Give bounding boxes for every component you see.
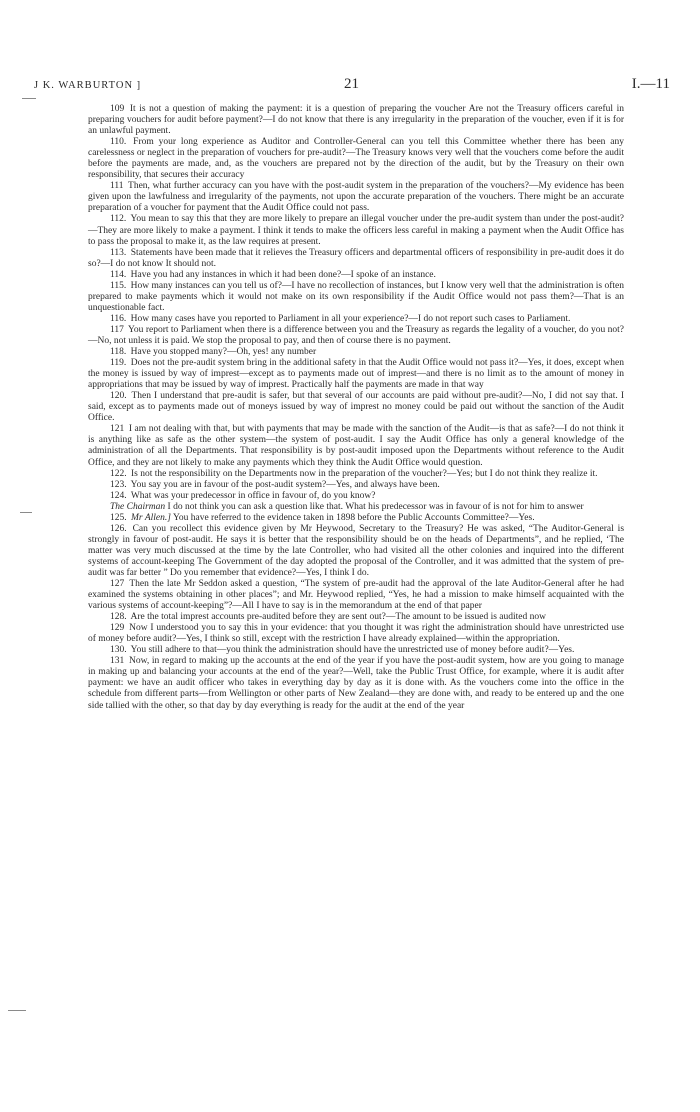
evidence-paragraph — [88, 347, 624, 358]
paragraph-text: Is not the responsibility on the Departments now in the preparation of the voucher?—Yes; but I do not think they realize it. — [131, 468, 598, 479]
paragraph-text: Now, in regard to making up the accounts at the end of the year if you have the post-audit system, how are you going to manage in making up and balancing your accounts at the end of the year?—Well, take the Public Trust Office, for example, where it is audit after payment: we have an audit officer who takes in everything day by day as it is done with. As the vouchers come into the office in the schedule from different parts—from Wellington or other parts of New Zealand—they are done with, and ready to be entered up and the one side tallied with the other, so that day by day everything is ready for the audit at the end of the year — [88, 656, 625, 711]
question-number: 119. — [110, 358, 127, 369]
question-number: 116. — [110, 313, 127, 324]
running-header — [34, 78, 670, 98]
evidence-paragraph — [88, 424, 624, 468]
evidence-paragraph — [88, 480, 624, 491]
question-number: 128. — [110, 612, 127, 623]
paragraph-text: I do not think you can ask a question like that. What his predecessor was in favour of is not for him to answer — [167, 501, 584, 512]
evidence-paragraph — [88, 214, 624, 247]
margin-mark — [20, 512, 32, 513]
evidence-paragraph — [88, 502, 624, 513]
question-number: 120. — [110, 391, 127, 402]
question-number: 123. — [110, 479, 127, 490]
question-number: 122. — [110, 468, 127, 479]
evidence-paragraph — [88, 358, 624, 391]
question-number: 111 — [110, 181, 124, 192]
evidence-paragraph — [88, 281, 624, 314]
paragraph-text: Are the total imprest accounts pre-audited before they are sent out?—The amount to be issued is audited now — [130, 612, 546, 623]
question-number: 126. — [110, 523, 127, 534]
question-number: 125. — [110, 512, 127, 523]
question-number: 109 — [110, 104, 125, 114]
evidence-paragraph — [88, 391, 624, 424]
margin-mark — [22, 98, 36, 99]
question-number: 124. — [110, 490, 127, 501]
question-number: 110. — [110, 137, 127, 148]
question-number: 115. — [110, 280, 127, 291]
question-number: 114. — [110, 269, 127, 280]
witness-name: J K. WARBURTON ] — [34, 80, 142, 91]
evidence-paragraph — [88, 645, 624, 656]
paragraph-text: Can you recollect this evidence given by Mr Heywood, Secretary to the Treasury? He was asked, “The Auditor-General is strongly in favour of post-audit. He says it is better that the responsibility should be on the heads of Departments”, and he replied, ‘The matter was very much discussed at the time by the late Controller, who had visited all the other colonies and inquired into the different systems of account-keeping The Government of the day adopted the proposal of the Controller, and it was admitted that the system of pre-audit was far better ” Do you remember that evidence?—Yes, I think I do. — [88, 523, 625, 578]
paragraph-text: Now I understood you to say this in your evidence: that you thought it was right the administration should have unrestricted use of money before audit?—Yes, I think so still, except with the restriction I have already explained—within the appropriation. — [88, 623, 625, 645]
question-number: 127 — [110, 579, 125, 590]
evidence-paragraph — [88, 469, 624, 480]
question-number: 130. — [110, 645, 127, 656]
question-number: 113. — [110, 247, 127, 258]
paper-number: I.—11 — [631, 76, 670, 92]
paragraph-text: How many cases have you reported to Parliament in all your experience?—I do not report such cases to Parliament. — [130, 313, 571, 324]
paragraph-text: It is not a question of making the payment: it is a question of preparing the voucher Are not the Treasury officers careful in preparing vouchers for audit before payment?—I do not know that there is any irregularity in the preparation of the voucher, even if it is for an unlawful payment. — [88, 104, 624, 137]
speaker-name: Mr Allen.] — [131, 512, 171, 523]
paragraph-text: You have referred to the evidence taken in 1898 before the Public Accounts Committee?—Yes. — [172, 512, 535, 523]
evidence-paragraph — [88, 270, 624, 281]
margin-mark — [8, 1010, 26, 1011]
transcript-body — [88, 104, 624, 712]
evidence-paragraph — [88, 104, 624, 137]
question-number: 129 — [110, 623, 125, 634]
paragraph-text: Then the late Mr Seddon asked a question, “The system of pre-audit had the approval of the late Auditor-General after he had examined the systems obtaining in other places”; and Mr. Heywood replied, “Yes, he had a mission to make himself acquainted with the various systems of account-keeping”?—All I have to say is in the memorandum at the end of that paper — [88, 579, 624, 612]
paragraph-text: What was your predecessor in office in favour of, do you know? — [130, 490, 376, 501]
paragraph-text: Statements have been made that it relieves the Treasury officers and departmental officers of responsibility in pre-audit does it do so?—I do not know It should not. — [88, 247, 625, 269]
page-number: 21 — [344, 76, 359, 92]
evidence-paragraph — [88, 513, 624, 524]
question-number: 131 — [110, 656, 125, 667]
paragraph-text: From your long experience as Auditor and Controller-General can you tell this Committee whether there has been any carelessness or neglect in the preparation of vouchers for pre-audit?—The Treasury knows very well that the vouchers come before the audit before the payments are made, and, as the vouchers are prepared not by the direction of the audit, but by the Treasury on their own responsibility, that secures their accuracy — [88, 137, 624, 181]
question-number: 117 — [110, 324, 124, 335]
evidence-paragraph — [88, 248, 624, 270]
paragraph-text: Then, what further accuracy can you have with the post-audit system in the preparation of the vouchers?—My evidence has been given upon the lawfulness and irregularity of the payments, not upon the accurate preparation of the vouchers. There might be an accurate preparation of a voucher for payment that the Audit Office could not pass. — [88, 181, 624, 214]
evidence-paragraph — [88, 579, 624, 612]
evidence-paragraph — [88, 524, 624, 579]
paragraph-text: Then I understand that pre-audit is safer, but that several of our accounts are paid without pre-audit?—No, I did not say that. I said, except as to payments made out of moneys issued by way of imprest no money could be paid out without the sanction of the Audit Office. — [88, 391, 624, 424]
paragraph-text: Have you had any instances in which it had been done?—I spoke of an instance. — [130, 269, 436, 280]
evidence-paragraph — [88, 314, 624, 325]
paragraph-text: You say you are in favour of the post-audit system?—Yes, and always have been. — [130, 479, 440, 490]
question-number: 118. — [110, 347, 127, 358]
evidence-paragraph — [88, 137, 624, 181]
paragraph-text: You report to Parliament when there is a difference between you and the Treasury as regards the legality of a voucher, do you not?—No, not unless it is paid. We stop the proposal to pay, and then of course there is no payment. — [88, 324, 624, 346]
evidence-paragraph — [88, 612, 624, 623]
paragraph-text: You still adhere to that—you think the administration should have the unrestricted use of money before audit?—Yes. — [130, 645, 575, 656]
question-number: 112. — [110, 214, 127, 225]
evidence-paragraph — [88, 656, 624, 711]
evidence-paragraph — [88, 623, 624, 645]
evidence-paragraph — [88, 491, 624, 502]
paragraph-text: You mean to say this that they are more likely to prepare an illegal voucher under the pre-audit system than under the post-audit?—They are more likely to make a payment. I think it tends to make the officers less careful in making a payment when the Audit Office has to pass the proposal to make it, as the law requires at present. — [88, 214, 624, 247]
paragraph-text: Does not the pre-audit system bring in the additional safety in that the Audit Office would not pass it?—Yes, it does, except when the money is issued by way of imprest—except as to payments made out of imprest—and there is no limit as to the amount of money in appropriations that may be issued by way of imprest. Practically half the payments are made in that way — [88, 358, 625, 391]
paragraph-text: Have you stopped many?—Oh, yes! any number — [130, 347, 317, 358]
evidence-paragraph — [88, 181, 624, 214]
paragraph-text: How many instances can you tell us of?—I have no recollection of instances, but I know very well that the administration is often prepared to make payments which it would not make on its own responsibility if the Audit Office would not pass them?—That is an unquestionable fact. — [88, 280, 625, 313]
evidence-paragraph — [88, 325, 624, 347]
paragraph-text: I am not dealing with that, but with payments that may be made with the sanction of the Audit—is that as safe?—I do not think it is anything like as safe as the other system—the system of post-audit. I say the Audit Office has only a general knowledge of the administration of all the Departments. That responsibility is by post-audit imposed upon the Departments without reference to the Audit Office, and they are not likely to make any payments which they think the Audit Office would question. — [88, 424, 624, 468]
speaker-name: The Chairman — [110, 501, 166, 512]
question-number: 121 — [110, 424, 125, 435]
